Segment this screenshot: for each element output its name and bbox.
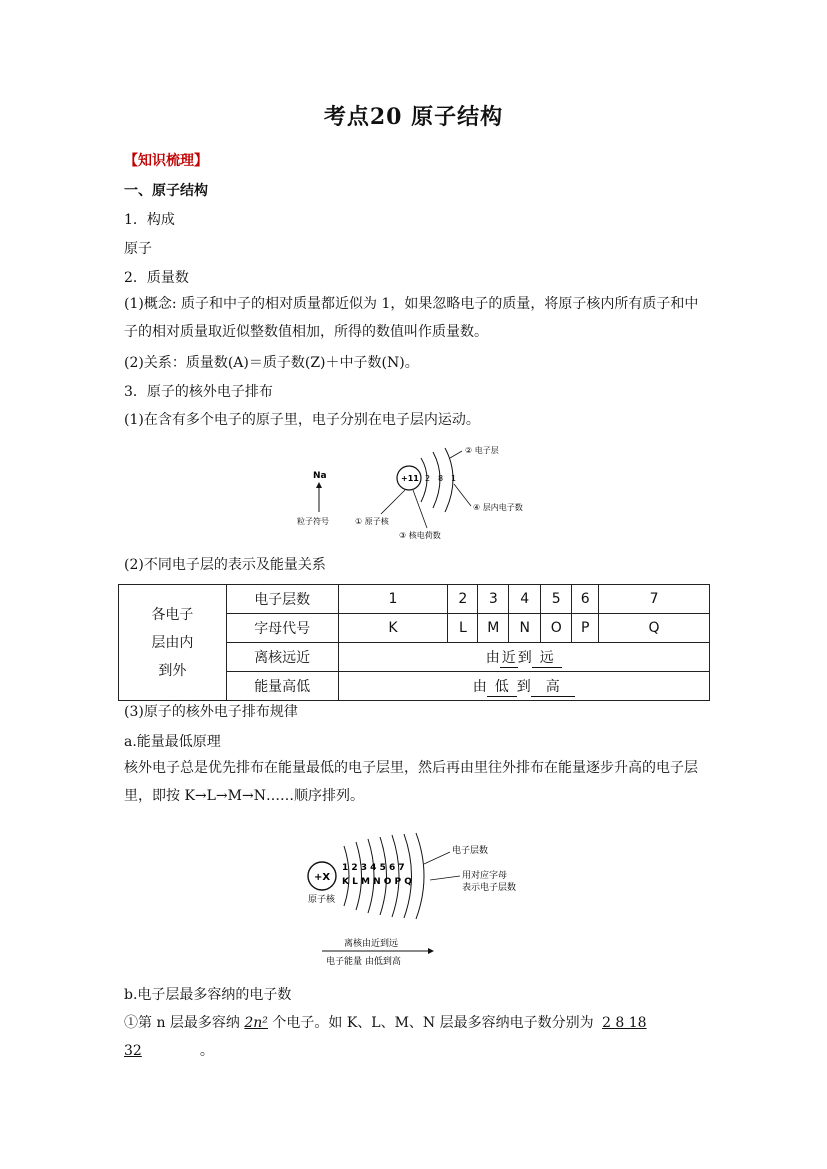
rule-b-answer: 2 8 18 <box>602 1015 647 1031</box>
mass-number-concept: (1)概念: 质子和中子的相对质量都近似为 1，如果忽略电子的质量，将原子核内所有质子和中子的相对质量取近似整数值相加，所得的数值叫作质量数。 <box>124 296 699 340</box>
energy-fill-a: 低 <box>487 676 517 697</box>
composition-text: 原子 <box>124 241 152 257</box>
rule-b-answer-2: 32 <box>124 1043 142 1059</box>
rule-b-pre: ①第 n 层最多容纳 <box>124 1015 245 1031</box>
fig2-arc-7 <box>416 833 424 919</box>
heading-atomic-structure: 一、原子结构 <box>124 183 208 199</box>
table-cell: 1 <box>338 585 448 614</box>
row-label-energy: 能量高低 <box>226 672 338 701</box>
fig1-leader-nucleus <box>381 490 405 514</box>
fig1-label-shell: ② 电子层 <box>465 446 499 455</box>
rule-a-heading: a.能量最低原理 <box>124 734 221 750</box>
rule-b-heading: b.电子层最多容纳的电子数 <box>124 987 292 1003</box>
energy-pre: 由 <box>472 678 487 695</box>
table-row <box>119 585 710 614</box>
table-cell: 6 <box>572 585 599 614</box>
electron-shell-table <box>118 584 710 701</box>
fig2-arc-2 <box>356 842 362 910</box>
fig1-shell-1: 2 <box>425 474 431 483</box>
rule-b-formula: 2n² <box>244 1015 268 1031</box>
heading-composition: 1．构成 <box>124 212 175 228</box>
distance-fill-b: 远 <box>532 647 562 668</box>
fig2-arc-3 <box>368 839 374 913</box>
fig1-shell-2: 8 <box>438 474 444 483</box>
fig2-arrow-label-1: 离核由近到远 <box>344 939 399 949</box>
table-cell: P <box>572 614 599 643</box>
fig1-leader-shell <box>450 451 462 458</box>
table-cell: O <box>541 614 572 643</box>
fig2-arc-6 <box>404 834 412 918</box>
fig2-nucleus-label: 原子核 <box>308 895 336 905</box>
fig1-label-nucleus: ① 原子核 <box>355 517 389 526</box>
fig2-letters: K L M N O P Q <box>342 877 412 887</box>
side-label-line-3: 到外 <box>158 662 187 679</box>
table-cell: K <box>338 614 448 643</box>
fig1-symbol: Na <box>313 471 327 481</box>
rule-b-text <box>124 1009 704 1065</box>
fig1-symbol-label: 粒子符号 <box>297 517 329 526</box>
fig2-arc-4 <box>380 837 387 915</box>
heading-electron-arrangement: 3．原子的核外电子排布 <box>124 384 273 400</box>
sodium-atom-diagram <box>285 440 565 545</box>
shell-table-intro: (2)不同电子层的表示及能量关系 <box>124 557 326 573</box>
fig2-leader-count <box>424 852 450 864</box>
fig2-arc-5 <box>392 835 399 917</box>
mass-number-relation: (2)关系：质量数(A)＝质子数(Z)＋中子数(N)。 <box>124 355 419 371</box>
page-title: 考点20 原子结构 <box>323 104 504 130</box>
row-label-shell-number: 电子层数 <box>226 585 338 614</box>
energy-fill-b: 高 <box>531 676 575 697</box>
fig2-nucleus-charge: +X <box>314 872 331 883</box>
rule-b-mid: 个电子。如 K、L、M、N 层最多容纳电子数分别为 <box>267 1015 599 1031</box>
table-cell: 3 <box>478 585 509 614</box>
fig1-shell-3: 1 <box>451 474 457 483</box>
energy-cell <box>338 672 709 701</box>
table-cell: 5 <box>541 585 572 614</box>
distance-pre: 由 <box>485 649 500 666</box>
side-label-line-1: 各电子 <box>151 606 194 623</box>
table-cell: 2 <box>448 585 478 614</box>
distance-fill-a: 近 <box>500 647 518 668</box>
distance-mid: 到 <box>517 649 532 666</box>
side-label-line-2: 层由内 <box>151 634 194 651</box>
rule-b-end: 。 <box>199 1043 214 1059</box>
table-cell: M <box>478 614 509 643</box>
arrangement-rules-heading: (3)原子的核外电子排布规律 <box>124 704 298 720</box>
rule-a-text: 核外电子总是优先排布在能量最低的电子层里，然后再由里往外排布在能量逐步升高的电子层里，即按 K→L→M→N……顺序排列。 <box>124 760 698 804</box>
fig2-arrow-head <box>428 948 434 954</box>
fig2-arrow-label-2: 电子能量 由低到高 <box>326 957 401 967</box>
fig2-label-letters-2: 表示电子层数 <box>462 883 517 893</box>
energy-mid: 到 <box>516 678 531 695</box>
table-cell: L <box>448 614 478 643</box>
heading-mass-number: 2．质量数 <box>124 270 189 286</box>
table-cell: N <box>509 614 541 643</box>
electron-shell-diagram <box>300 832 550 972</box>
fig2-numbers: 1 2 3 4 5 6 7 <box>342 863 405 873</box>
row-label-letter-code: 字母代号 <box>226 614 338 643</box>
row-label-distance: 离核远近 <box>226 643 338 672</box>
table-cell: 7 <box>599 585 710 614</box>
fig2-label-layer-count: 电子层数 <box>452 846 489 856</box>
fig1-label-charge: ③ 核电荷数 <box>399 531 441 540</box>
table-cell: 4 <box>509 585 541 614</box>
fig1-nucleus-charge: +11 <box>401 474 419 483</box>
fig2-arc-1 <box>344 846 349 906</box>
fig1-leader-count <box>454 484 471 506</box>
table-cell: Q <box>599 614 710 643</box>
fig2-label-letters-1: 用对应字母 <box>462 871 508 881</box>
fig2-leader-letters <box>430 876 460 880</box>
electron-shell-intro: (1)在含有多个电子的原子里，电子分别在电子层内运动。 <box>124 412 480 428</box>
table-side-label <box>119 585 227 701</box>
fig1-leader-charge <box>413 490 427 528</box>
fig1-arrow-head <box>316 482 322 488</box>
distance-cell <box>338 643 709 672</box>
section-tag: 【知识梳理】 <box>124 153 208 169</box>
fig1-label-count: ④ 层内电子数 <box>473 503 523 512</box>
